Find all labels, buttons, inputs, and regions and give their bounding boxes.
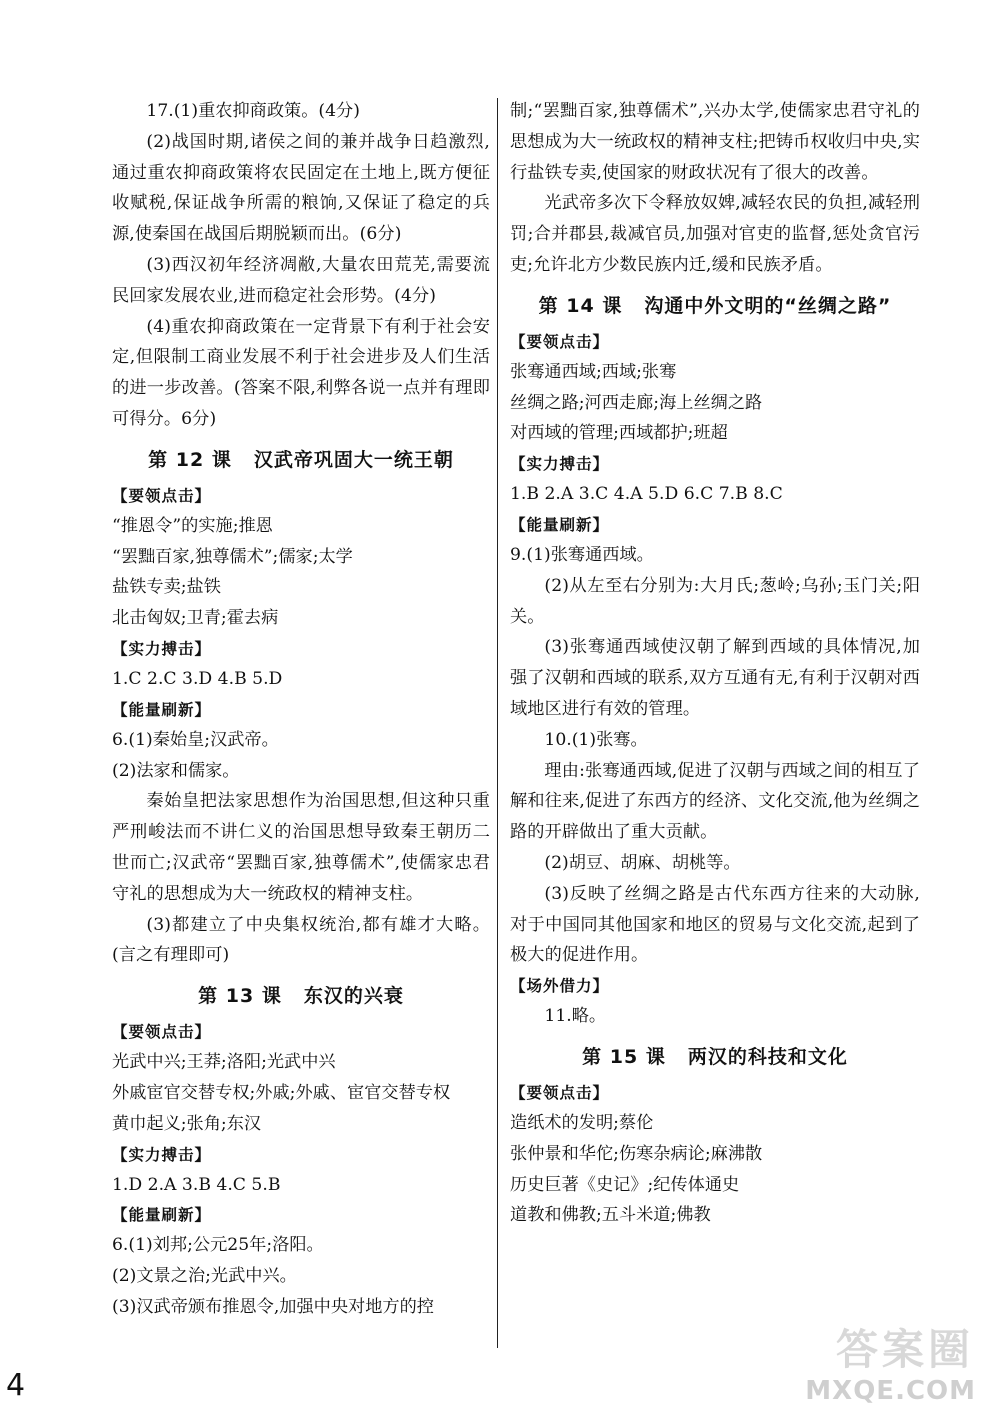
lesson-heading <box>510 1040 920 1074</box>
answer-line: 6.(1)刘邦;公元25年;洛阳。 <box>112 1235 324 1256</box>
section-tag: 【能量刷新】 <box>112 700 212 719</box>
answer-line: 造纸术的发明;蔡伦 <box>510 1112 654 1133</box>
answer-line: 丝绸之路;河西走廊;海上丝绸之路 <box>510 392 763 413</box>
lesson-title: 两汉的科技和文化 <box>687 1045 848 1068</box>
section-tag: 【要领点击】 <box>112 486 212 505</box>
answer-line: 黄巾起义;张角;东汉 <box>112 1113 262 1134</box>
answer-line: 17.(1)重农抑商政策。(4分) <box>146 101 360 121</box>
answer-paragraph: 理由:张骞通西域,促进了汉朝与西域之间的相互了解和往来,促进了东西方的经济、文化交流,他为丝绸之路的开辟做出了重大贡献。 <box>510 760 920 843</box>
answer-line: 1.C 2.C 3.D 4.B 5.D <box>112 668 283 689</box>
answer-paragraph: 制;“罢黜百家,独尊儒术”,兴办太学,使儒家忠君守礼的思想成为大一统政权的精神支柱;把铸币权收归中央,实行盐铁专卖,使国家的财政状况有了很大的改善。 <box>510 101 920 183</box>
lesson-title: 东汉的兴衰 <box>303 985 404 1008</box>
answer-line: 外戚宦官交替专权;外戚;外戚、宦官交替专权 <box>112 1082 451 1103</box>
answer-paragraph: (3)西汉初年经济凋敝,大量农田荒芜,需要流民回家发展农业,进而稳定社会形势。(4分) <box>112 254 490 306</box>
answer-line: 10.(1)张骞。 <box>544 729 648 750</box>
lesson-title: 汉武帝巩固大一统王朝 <box>253 448 454 471</box>
answer-line: 对西域的管理;西域都护;班超 <box>510 423 728 444</box>
answer-line: 光武中兴;王莽;洛阳;光武中兴 <box>112 1052 336 1073</box>
section-tag: 【实力搏击】 <box>112 1145 212 1164</box>
answer-line: 1.D 2.A 3.B 4.C 5.B <box>112 1174 281 1195</box>
lesson-heading <box>112 443 490 477</box>
answer-paragraph: (4)重农抑商政策在一定背景下有利于社会安定,但限制工商业发展不利于社会进步及人们生活的进一步改善。(答案不限,利弊各说一点并有理即可得分。6分) <box>112 316 490 429</box>
section-tag: 【实力搏击】 <box>112 639 212 658</box>
watermark-url: MXQE.COM <box>805 1376 976 1406</box>
page-number: 4 <box>6 1368 26 1403</box>
answer-line: 1.B 2.A 3.C 4.A 5.D 6.C 7.B 8.C <box>510 484 783 505</box>
answer-line: 6.(1)秦始皇;汉武帝。 <box>112 729 279 750</box>
answer-line: 张骞通西域;西域;张骞 <box>510 361 677 382</box>
answer-line: “推恩令”的实施;推恩 <box>112 515 273 536</box>
section-tag: 【场外借力】 <box>510 977 610 996</box>
watermark-text: 答案圈 <box>835 1325 974 1374</box>
section-tag: 【能量刷新】 <box>510 515 610 534</box>
column-divider <box>497 98 498 1348</box>
lesson-heading <box>510 289 920 323</box>
lesson-number: 第 14 课 <box>538 294 623 317</box>
lesson-number: 第 15 课 <box>582 1045 666 1068</box>
answer-paragraph: (2)从左至右分别为:大月氏;葱岭;乌孙;玉门关;阳关。 <box>510 575 920 627</box>
answer-line: (3)汉武帝颁布推恩令,加强中央对地方的控 <box>112 1296 434 1317</box>
answer-paragraph: 光武帝多次下令释放奴婢,减轻农民的负担,减轻刑罚;合并郡县,裁减官员,加强对官吏的监督,惩处贪官污吏;允许北方少数民族内迁,缓和民族矛盾。 <box>510 193 920 275</box>
section-tag: 【要领点击】 <box>112 1023 212 1042</box>
answer-paragraph: 秦始皇把法家思想作为治国思想,但这种只重严刑峻法而不讲仁义的治国思想导致秦王朝历二世而亡;汉武帝“罢黜百家,独尊儒术”,使儒家忠君守礼的思想成为大一统政权的精神支柱。 <box>112 791 490 904</box>
lesson-title: 沟通中外文明的“丝绸之路” <box>644 294 892 317</box>
answer-paragraph: (3)张骞通西域使汉朝了解到西域的具体情况,加强了汉朝和西域的联系,双方互通有无,有利于汉朝对西域地区进行有效的管理。 <box>510 637 920 719</box>
answer-paragraph: (2)战国时期,诸侯之间的兼并战争日趋激烈,通过重农抑商政策将农民固定在土地上,既方便征收赋税,保证战争所需的粮饷,又保证了稳定的兵源,使秦国在战国后期脱颖而出。(6分) <box>112 131 490 245</box>
answer-paragraph: (3)反映了丝绸之路是古代东西方往来的大动脉,对于中国同其他国家和地区的贸易与文化交流,起到了极大的促进作用。 <box>510 883 920 966</box>
lesson-number: 第 12 课 <box>148 448 232 471</box>
watermark <box>780 1315 980 1410</box>
section-tag: 【能量刷新】 <box>112 1206 212 1225</box>
answer-paragraph: (3)都建立了中央集权统治,都有雄才大略。(言之有理即可) <box>112 914 490 966</box>
answer-line: 盐铁专卖;盐铁 <box>112 577 221 598</box>
answer-line: 张仲景和华佗;伤寒杂病论;麻沸散 <box>510 1143 763 1164</box>
section-tag: 【实力搏击】 <box>510 455 610 474</box>
lesson-number: 第 13 课 <box>198 985 282 1008</box>
right-column <box>510 96 920 1231</box>
answer-line: 历史巨著《史记》;纪传体通史 <box>510 1174 740 1195</box>
section-tag: 【要领点击】 <box>510 332 610 351</box>
left-column <box>112 96 490 1323</box>
answer-line: 11.略。 <box>544 1006 607 1027</box>
answer-line: 北击匈奴;卫青;霍去病 <box>112 608 279 629</box>
section-tag: 【要领点击】 <box>510 1083 610 1102</box>
answer-line: “罢黜百家,独尊儒术”;儒家;太学 <box>112 546 353 567</box>
lesson-heading <box>112 979 490 1013</box>
answer-line: (2)胡豆、胡麻、胡桃等。 <box>544 852 741 873</box>
answer-line: (2)法家和儒家。 <box>112 760 240 781</box>
answer-line: (2)文景之治;光武中兴。 <box>112 1266 297 1287</box>
answer-line: 9.(1)张骞通西域。 <box>510 544 654 565</box>
answer-line: 道教和佛教;五斗米道;佛教 <box>510 1205 711 1226</box>
